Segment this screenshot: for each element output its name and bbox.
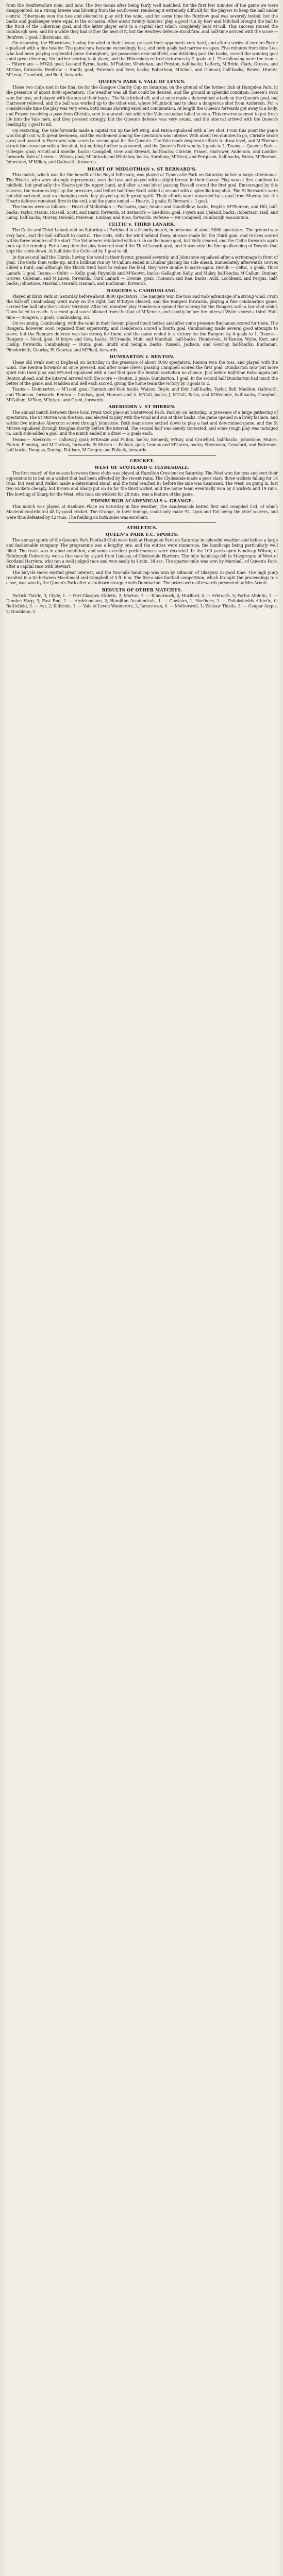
article-paragraph: Teams:— Abercorn — Galloway, goal; M'Kenzie and Fulton, backs; Kennedy, M'Kay, and Crawford, half-backs; Johnstone, Munro, Fulton, Fleming, and M'Cartney, forwards. St Mirren — Pollock, goal; Lennox and M'Laren, backs; Stevenson, Crawford, and Patterson, half-backs; Douglas, Dunlop, Pattison, M'Gregor, and Pollock, forwards.	[6, 437, 278, 453]
section-divider	[68, 455, 216, 456]
article-paragraph: The annual sports of the Queen's Park Football Club were held at Hampden Park on Saturday in splendid weather and before a large and fashionable company. The programme was a lengthy one, and the entries were numerous, the handicaps being particularly well filled. The track was in good condition, and some excellent performances were recorded. In the 100 yards open handicap Wilson, of Edinburgh University, won a fine race by a yard from Lindsay, of Clydesdale Harriers. The mile handicap fell to Macgregor, of West of Scotland Harriers, who ran a well-judged race and won easily in 4 min. 38 sec. The quarter-mile was won by Marshall, of Queen's Park, after a capital race with Stewart.	[6, 537, 278, 569]
section-heading: CRICKET.	[129, 457, 155, 463]
section-heading: HEART OF MIDLOTHIAN v. ST BERNARD'S.	[87, 166, 197, 172]
section-heading: ABERCORN v. ST MIRREN.	[108, 404, 176, 410]
article-paragraph: Partick Thistle, 3; Clyde, 1. — Port-Glasgow Athletic, 2; Morton, 2. — Kilmarnock, 4; Hurlford, 0. — Arbroath, 5; Forfar Athletic, 1. — Dundee Harp, 3; East End, 2. — Airdrieonians, 2; Hamilton Academicals, 1. — Cowlairs, 1; Northern, 1. — Pollokshields Athletic, 0; Battlefield, 3. — Ayr, 2; Kilbirnie, 1. — Vale of Leven Wanderers, 2; Jamestown, 0. — Motherwell, 1; Wishaw Thistle, 3. — Coupar Angus, 2; Dunblane, 2.	[6, 593, 278, 614]
article-paragraph: This match, which was for the benefit of the Royal Infirmary, was played at Tynecastle Park on Saturday before a large attendance. The Hearts, who were strongly represented, won the toss and played with a slight breeze in their favour. Play was at first confined to midfield, but gradually the Hearts got the upper hand, and after a neat bit of passing Russell scored the first goal. Encouraged by this success, the maroons kept up the pressure, and before half-time Scott added a second with a splendid long shot. The St Bernard's were not disheartened, and on changing ends they played up with great spirit. Their efforts were rewarded by a goal from Murray, but the Hearts defence remained firm to the end, and the game ended — Hearts, 2 goals; St Bernard's, 1 goal.	[6, 172, 278, 204]
article-paragraph: The teams were as follows:— Heart of Midlothian — Fairbairn, goal; Adams and Goodfellow, backs; Begbie, M'Pherson, and Hill, half-backs; Taylor, Mason, Russell, Scott, and Baird, forwards. St Bernard's — Sneddon, goal; Foyers and Cleland, backs; Robertson, Hall, and Laing, half-backs; Murray, Oswald, Paterson, Lindsay, and Ross, forwards. Referee — Mr Campbell, Edinburgh Association.	[6, 205, 278, 220]
article-paragraph: The annual match between these local rivals took place at Underwood Park, Paisley, on Saturday, in presence of a large gathering of spectators. The St Mirren won the toss, and elected to play with the wind and sun at their backs. The game opened in a lively fashion, and within five minutes Abercorn scored through Johnstone. Both teams now settled down to play a fast and determined game, and the St Mirren equalised through Douglas shortly before the interval. The second half was keenly contested, and some rough play was indulged in. Each side added a goal, and the match ended in a draw — 2 goals each.	[6, 410, 278, 436]
article-paragraph: The bicycle races excited great interest, and the two-mile handicap was won by Gilmour, of Glasgow, in good time. The high jump resulted in a tie between Macdonald and Campbell at 5 ft. 6 in. The five-a-side football competition, which brought the proceedings to a close, was won by the Queen's Park after a stubborn struggle with Dumbarton. The prizes were afterwards presented by Mrs Arnott.	[6, 570, 278, 586]
article-paragraph: Teams:— Dumbarton — M'Leod, goal; Hannah and Keir, backs; Watson, Boyle, and Keir, half-backs; Taylor, Bell, Madden, Galbraith, and Thomson, forwards. Renton — Lindsay, goal; Hannah and A. M'Call, backs; J. M'Call, Kelso, and M'Kechnie, half-backs; Campbell, M'Callum, M'Nee, M'Intyre, and Grant, forwards.	[6, 387, 278, 402]
article-paragraph: from the Renfrewshire men; and how. The two teams after being fairly well matched, for the first few minutes of the game we were disappointed, as a strong breeze was blowing from the south-west, rendering it extremely difficult for the players to keep the ball under control. Hibernians won the toss and elected to play with the wind, and for some time the Renfrew goal was severely tested, but the backs and goalkeeper were equal to the occasion. After about twenty minutes' play a good run by Kerr and Mitchell brought the ball to the front of the Hibernian goal, and the latter player sent in a capital shot which completely beat M'Gill. This success roused the Edinburgh men, and for a while they had rather the best of it, but the Renfrew defence stood firm, and half-time arrived with the score — Renfrew, 1 goal; Hibernians, nil.	[6, 3, 278, 40]
section-heading: WEST OF SCOTLAND v. CLYDESDALE.	[94, 464, 190, 470]
article-paragraph: On resuming, Cambuslang, with the wind in their favour, played much better, and after some pressure Buchanan scored for them. The Rangers, however, soon regained their superiority, and Henderson scored a fourth goal. Cambuslang made several good attempts to score, but the Rangers defence was too strong for them, and the game ended in a victory for the Rangers by 4 goals to 1. Teams:— Rangers — Nicol, goal; M'Intyre and Gow, backs; M'Creadie, Muir, and Marshall, half-backs; Henderson, M'Kenzie, Wylie, Kerr, and Hislop, forwards. Cambuslang — Dunn, goal; Smith and Semple, backs; Russell, Jackson, and Gourlay, half-backs; Buchanan, Plenderleith, Gourlay, H. Gourlay, and M'Phail, forwards.	[6, 321, 278, 352]
section-heading: RANGERS v. CAMBUSLANG.	[107, 287, 177, 293]
section-heading: ATHLETICS.	[126, 524, 158, 530]
article-paragraph: On restarting, the Vale forwards made a capital run up the left wing, and Paton equalised with a low shot. From this point the game was fought out with great keenness, and the excitement among the spectators was intense. With about ten minutes to go, Christie broke away and passed to Harrower, who scored a second goal for the Queen's. The Vale made desperate efforts to draw level, and M'Pherson struck the cross-bar with a fine shot, but nothing further was scored, and the Queen's Park won by 2 goals to 1. Teams:— Queen's Park — Gillespie, goal; Arnott and Smellie, backs; Campbell, Gow, and Stewart, half-backs; Christie, Fraser, Harrower, Anderson, and Lambie, forwards. Vale of Leven — Wilson, goal; M'Lintock and Whitelaw, backs; Abraham, M'Nicol, and Ferguson, half-backs; Paton, M'Pherson, Johnstone, M'Millan, and Galbraith, forwards.	[6, 128, 278, 165]
section-divider	[68, 522, 216, 523]
article-paragraph: On resuming, the Hibernians, having the wind in their favour, pressed their opponents very hard, and after a series of corners Byrne equalised with a fine header. The game now became exceedingly fast, and both goals had narrow escapes. Five minutes from time Lee, who had been playing a splendid game throughout, got possession near midfield, and dribbling past the backs, scored the winning goal amid great cheering. No further scoring took place, and the Hibernians retired victorious by 2 goals to 1. The following were the teams:— Hibernians — M'Gill, goal; Lee and Byrne, backs; M'Fadden, Whelehan, and Preston, half-backs; Lafferty, M'Bride, Clark, Groves, and M'Ginn, forwards. Renfrew — Smith, goal; Paterson and Kerr, backs; Robertson, Mitchell, and Gilmour, half-backs; Brown, Hunter, M'Lean, Crawford, and Reid, forwards.	[6, 41, 278, 77]
section-heading: QUEEN'S PARK F.C. SPORTS.	[105, 531, 179, 537]
section-heading: QUEEN'S PARK v. VALE OF LEVEN.	[98, 79, 186, 84]
article-paragraph: The first match of the season between these clubs was played at Hamilton Crescent on Saturday. The West won the toss and sent their opponents in to bat on a wicket that had been affected by the recent rains. The Clydesdale made a poor start, three wickets falling for 14 runs, but Reid and Walker made a determined stand, and the total reached 87 before the side was dismissed. The West, on going in, lost two wickets cheaply, but Brown and Sharp put on 46 for the third wicket, and the home team eventually won by 4 wickets and 19 runs. The bowling of Sharp for the West, who took six wickets for 28 runs, was a feature of the game.	[6, 470, 278, 497]
article-paragraph: The Celtic and Third Lanark met on Saturday at Parkhead in a friendly match, in presence of about 5000 spectators. The ground was very hard, and the ball difficult to control. The Celts, with the wind behind them, at once made for the Third goal, and Groves scored within three minutes of the start. The Volunteers retaliated with a rush on the home goal, but Kelly cleared, and the Celtic forwards again took up the running. For a long time the play hovered round the Third Lanark goal, and it was only the fine goalkeeping of Downie that kept the score down. At half-time the Celts led by 1 goal to nil.	[6, 228, 278, 254]
article-paragraph: In the second half the Thirds, having the wind in their favour, pressed severely, and Johnstone equalised after a scrimmage in front of goal. The Celts then woke up, and a brilliant run by M'Callum ended in Dunbar placing his side ahead. Immediately afterwards Groves added a third, and although the Thirds tried hard to reduce the lead, they were unable to score again. Result — Celtic, 3 goals; Third Lanark, 1 goal. Teams:— Celtic — Kelly, goal; Reynolds and M'Keown, backs; Gallagher, Kelly, and Maley, half-backs; M'Callum, Dunbar, Groves, Coleman, and M'Laren, forwards. Third Lanark — Downie, goal; Thomson and Rae, backs; Auld, Lochhead, and Fergus, half-backs; Johnstone, Marshall, Oswald, Hannah, and Buchanan, forwards.	[6, 255, 278, 286]
article-paragraph: These two clubs met in the final tie for the Glasgow Charity Cup on Saturday, on the ground of the former club at Hampden Park, in the presence of about 8000 spectators. The weather was all that could be desired, and the ground in splendid condition. Queen's Park won the toss, and played with the sun at their backs. The Vale kicked off, and at once made a determined attack on the Queen's goal, but Harrower relieved, and the ball was worked up to the other end, where M'Lintock had to clear a dangerous shot from Anderson. For a considerable time the play was very even, both teams showing excellent combination. At length the Queen's forwards got away in a body, and Fraser, receiving a pass from Christie, sent in a grand shot which the Vale custodian failed to stop. This reverse seemed to put fresh life into the Vale men, and they pressed strongly, but the Queen's defence was very sound, and the interval arrived with the Queen's leading by 1 goal to nil.	[6, 85, 278, 127]
section-heading: EDINBURGH ACADEMICALS v. GRANGE.	[91, 498, 193, 504]
article-paragraph: This match was played at Raeburn Place on Saturday in fine weather. The Academicals batted first and compiled 134, of which Macleod contributed 48 by good cricket. The Grange, in their innings, could only make 92, Lyon and Tait being the chief scorers, and were thus defeated by 42 runs. The fielding on both sides was excellent.	[6, 504, 278, 520]
section-heading: RESULTS OF OTHER MATCHES.	[102, 587, 182, 592]
article-paragraph: Played at Ibrox Park on Saturday before about 3000 spectators. The Rangers won the toss and took advantage of a strong wind. From the kick-off Cambuslang went away on the right, but M'Intyre cleared, and the Rangers forwards, playing a fine combination game, carried the ball into the visitors' territory. After ten minutes' play Henderson opened the scoring for the Rangers with a low shot which Dunn failed to reach. A second goal soon followed from the foot of M'Kenzie, and shortly before the interval Wylie scored a third. Half-time — Rangers, 3 goals; Cambuslang, nil.	[6, 294, 278, 320]
section-heading: DUMBARTON v. RENTON.	[109, 353, 175, 359]
section-heading: CELTIC v. THIRD LANARK.	[108, 222, 176, 227]
article-paragraph: These old rivals met at Boghead on Saturday in the presence of about 4000 spectators. Renton won the toss, and played with the wind. The Renton forwards at once pressed, and after some clever passing Campbell scored the first goal. Dumbarton now put more spirit into their play, and M'Leod equalised with a shot that gave the Renton custodian no chance. Just before half-time Kelso again put Renton ahead, and the interval arrived with the score — Renton, 2 goals; Dumbarton, 1 goal. In the second half Dumbarton had much the better of the game, and Madden and Bell each scored, giving the home team the victory by 3 goals to 2.	[6, 360, 278, 386]
